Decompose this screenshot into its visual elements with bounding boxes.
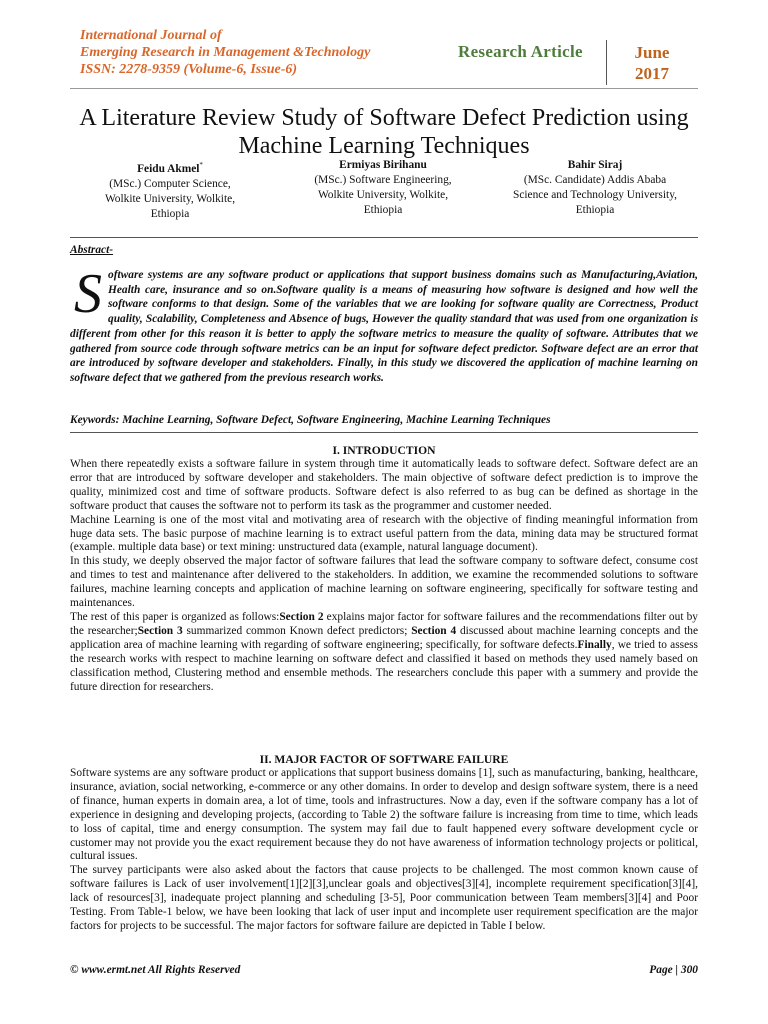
footer-copyright: © www.ermt.net All Rights Reserved <box>70 964 241 976</box>
journal-name-line2: Emerging Research in Management &Technology <box>80 45 371 60</box>
section-heading-major-factor: II. MAJOR FACTOR OF SOFTWARE FAILURE <box>259 753 509 766</box>
section-ref: Section 4 <box>411 624 457 637</box>
paragraph: When there repeatedly exists a software failure in system through time it automatically leads to software defect. Software defect are an error that are introduced by software developer and stakeholders. The main objective of software defect prediction is to improve the quality, minimized cost and time of software products. Software defect is also referred to as bug can be defined as shortage in the software product that causes the software not to perform its task as the programmer and customer needed. <box>70 458 698 512</box>
publication-date <box>626 42 678 84</box>
section-major-factor <box>70 767 698 934</box>
journal-issn: ISSN: 2278-9359 (Volume-6, Issue-6) <box>80 62 298 77</box>
journal-name-line1: International Journal of <box>80 28 222 43</box>
paragraph <box>70 611 698 694</box>
keywords-rule <box>70 432 698 433</box>
paper-title: A Literature Review Study of Software Defect Prediction using Machine Learning Techniques <box>79 105 689 159</box>
author-2 <box>283 158 483 218</box>
author-affiliation: Ethiopia <box>575 204 615 216</box>
author-3 <box>490 158 700 218</box>
section-heading-introduction: I. INTRODUCTION <box>332 444 436 457</box>
paragraph: Machine Learning is one of the most vital and motivating area of research with the objective of finding meaningful information from huge data sets. The basic purpose of machine learning is to extract useful pattern from the data, mining data may be structured format (example. multiple data base) or text mining: unstructured data (example, natural language document). <box>70 513 698 554</box>
publication-year: 2017 <box>635 64 669 83</box>
footer-page-number: Page | 300 <box>649 964 698 976</box>
article-type: Research Article <box>458 42 583 61</box>
header-divider <box>606 40 607 85</box>
keywords: Keywords: Machine Learning, Software Defect, Software Engineering, Machine Learning Techniques <box>70 414 551 426</box>
paragraph: The survey participants were also asked about the factors that cause projects to be challenged. The most common known cause of software failures is Lack of user involvement[1][2][3],unclear goals and objectives[3][4], incomplete requirement specification[3][4], lack of resources[3], inadequate project planning and scheduling [3-5], Poor communication between Team members[3][4] and Poor Testing. From Table-1 below, we have been looking that lack of user input and incomplete user requirement specification are the major factors for projects to be successful. The major factors for software failure are depicted in Table I below. <box>70 864 698 932</box>
author-affiliation: Ethiopia <box>150 207 190 220</box>
author-affiliation: Wolkite University, Wolkite, <box>104 192 236 205</box>
abstract-label: Abstract- <box>70 244 114 256</box>
publication-month: June <box>634 43 670 62</box>
header-rule <box>70 88 698 89</box>
emphasis: Finally <box>577 638 612 651</box>
author-affiliation: (MSc. Candidate) Addis Ababa <box>523 174 667 186</box>
text-run: The rest of this paper is organized as follows: <box>70 610 280 623</box>
author-affiliation: Science and Technology University, <box>512 189 677 201</box>
author-name: Feidu Akmel <box>137 162 200 175</box>
paragraph: Software systems are any software product or applications that support business domains [1], such as manufacturing, banking, healthcare, insurance, aviation, social networking, e-commerce or any other domains. In order to develop and design software system, there is a need of finance, human experts in domain area, a lot of time, tools and infrastructures. Now a day, even if the software company has a lot of experience in designing and developing projects, (according to Table 2) the software failure is increasing from time to time, which leads to loss of capital, time and energy consumption. The system may fail due to fault happened every software development cycle or customer may not provide you the exact requirement because they do not have awareness of information technology projects or political, cultural issues. <box>70 767 698 863</box>
corresponding-mark: * <box>199 161 203 169</box>
text-run: summarized common Known defect predictors; <box>182 624 412 637</box>
author-name: Bahir Siraj <box>567 159 623 171</box>
text-run: explains major factor for software failures and the recommendations filter out by the researcher; <box>70 610 698 637</box>
author-affiliation: Wolkite University, Wolkite, <box>317 189 449 201</box>
author-affiliation: (MSc.) Software Engineering, <box>314 174 452 186</box>
author-affiliation: Ethiopia <box>363 204 403 216</box>
text-run: discussed about machine learning concepts and the application area of machine learning with regarding of software engineering; specifically, for software defects. <box>70 624 699 651</box>
author-affiliation: (MSc.) Computer Science, <box>109 177 231 190</box>
abstract-body: oftware systems are any software product or applications that support business domains such as Manufacturing,Aviation, Health care, insurance and so on.Software quality is a means of measuring how software is designed and how well the software conforms to that design. Some of the variables that we are looking for software quality are Correctness, Product quality, Scalability, Completeness and Absence of bugs, However the quality standard that was used from one organization is different from other for this reason it is better to apply the software metrics to measure the quality of software. Attributes that we gathered from source code through software metrics can be an input for software defect predictor. Software defect are an error that are introduced by software developer and stakeholders. Finally, in this study we discovered the application of machine learning on software defect that we gathered from the previous research works. <box>70 269 698 384</box>
author-1 <box>70 158 270 222</box>
section-ref: Section 3 <box>137 624 183 637</box>
section-introduction <box>70 458 698 694</box>
author-name: Ermiyas Birihanu <box>339 159 427 171</box>
abstract-text <box>70 263 698 386</box>
text-run: , we tried to assess the research works with respect to machine learning on software defect and classified it based on methods they used namely based on classification method, Clustering method and ensemble methods. The researchers conclude this paper with a summery and provide the future direction for researchers. <box>70 638 698 693</box>
journal-info <box>80 27 440 78</box>
abstract-rule <box>70 237 698 238</box>
section-ref: Section 2 <box>279 610 324 623</box>
paragraph: In this study, we deeply observed the major factor of software failures that lead the software company to software defect, consume cost and times to test and maintenance after delivered to the stakeholders. In addition, we examine the recommended solutions to software failures, machine learning concepts and application of machine learning on software engineering, specifically for software testing and maintenances. <box>70 555 698 610</box>
drop-cap: S <box>74 263 102 325</box>
